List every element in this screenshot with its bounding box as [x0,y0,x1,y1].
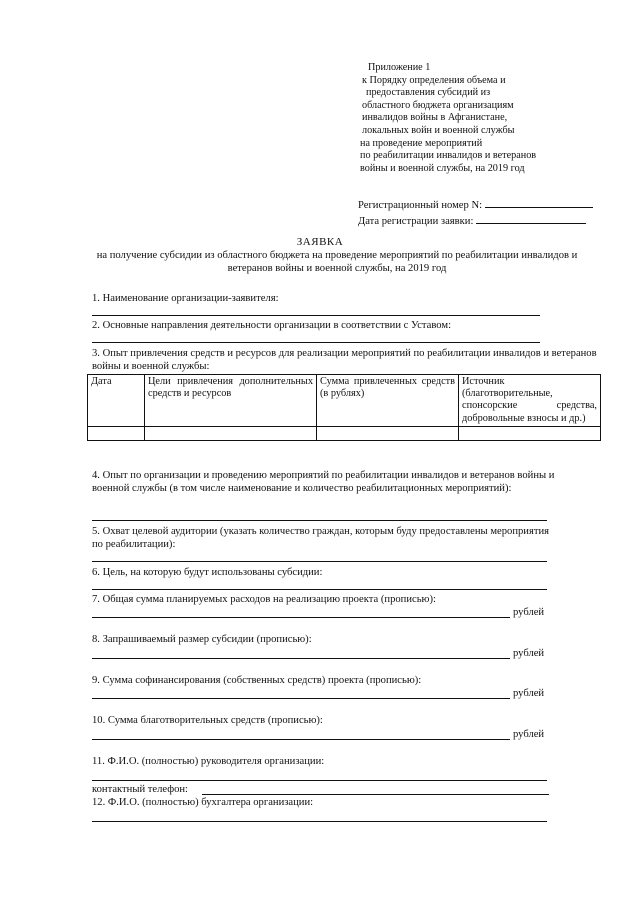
item-10-label: 10. Сумма благотворительных средств (прописью): [92,715,323,726]
appendix-line: на проведение мероприятий [360,137,483,149]
appendix-line: Приложение 1 [368,62,431,73]
item-3-label: 3. Опыт привлечения средств и ресурсов для реализации мероприятий по реабилитации инвалидов и ветеранов войны и военной службы: [92,348,597,372]
currency-label: рублей [513,607,545,618]
appendix-line: войны и военной службы, на 2019 год [360,162,525,174]
appendix-line: областного бюджета организациям [362,99,514,111]
appendix-line: по реабилитации инвалидов и ветеранов [360,150,537,162]
item-11-label: 11. Ф.И.О. (полностью) руководителя организации: [92,756,325,767]
item-12-field[interactable] [92,821,547,822]
item-6-label: 6. Цель, на которую будут использованы субсидии: [92,567,323,578]
appendix-line: локальных войн и военной службы [362,124,515,136]
item-6-field[interactable] [92,589,547,590]
table-cell[interactable] [317,426,459,440]
currency-label: рублей [513,688,545,699]
appendix-line: к Порядку определения объема и [362,74,506,86]
table-cell[interactable] [145,426,317,440]
document-subtitle: на получение субсидии из областного бюджета на проведение мероприятий по реабилитации инвалидов и ветеранов войны и военной службы, на 2019 год [96,250,578,274]
item-2-label: 2. Основные направления деятельности организации в соответствии с Уставом: [92,320,452,331]
table-header-row [88,375,601,427]
currency-label: рублей [513,648,545,659]
contact-phone-field[interactable] [202,794,549,795]
table-header-cell: Источник (благотворительные, спонсорские средства, добровольные взносы и др.) [459,375,601,427]
item-7-label: 7. Общая сумма планируемых расходов на реализацию проекта (прописью): [92,594,436,605]
table-cell[interactable] [459,426,601,440]
item-7-field[interactable] [92,617,510,618]
registration-number-label: Регистрационный номер N: [358,200,483,211]
appendix-note [356,62,616,175]
appendix-line: инвалидов войны в Афганистане, [362,112,508,124]
currency-label: рублей [513,729,545,740]
item-9-amount-row [92,688,552,701]
funding-experience-table [87,374,601,441]
item-9-field[interactable] [92,698,510,699]
item-5-field[interactable] [92,561,547,562]
document-title: ЗАЯВКА [296,236,344,248]
table-header-cell: Дата [88,375,145,427]
item-5-label: 5. Охват целевой аудитории (указать количество граждан, которым буду предоставлены мероприятия по реабилитации): [92,526,549,550]
table-cell[interactable] [88,426,145,440]
table-header-cell: Сумма привлеченных средств (в рублях) [317,375,459,427]
item-10-field[interactable] [92,739,510,740]
item-9-label: 9. Сумма софинансирования (собственных средств) проекта (прописью): [92,675,422,686]
item-1-field[interactable] [92,315,540,316]
registration-block [358,197,593,228]
table-header-cell: Цели привлечения дополнительных средств и ресурсов [145,375,317,427]
item-8-label: 8. Запрашиваемый размер субсидии (прописью): [92,634,312,645]
item-12-label: 12. Ф.И.О. (полностью) бухгалтера организации: [92,797,314,808]
registration-number-field[interactable] [485,197,593,208]
registration-date-field[interactable] [476,213,586,224]
item-10-amount-row [92,729,552,742]
item-4-label: 4. Опыт по организации и проведению мероприятий по реабилитации инвалидов и ветеранов войны и военной службы (в том числе наименование и количество реабилитационных мероприятий): [92,470,555,494]
appendix-line: предоставления субсидий из [366,87,491,99]
item-8-field[interactable] [92,658,510,659]
item-1-label: 1. Наименование организации-заявителя: [92,293,279,304]
contact-phone-label: контактный телефон: [92,784,189,795]
item-11-field[interactable] [92,780,547,781]
table-row [88,426,601,440]
item-2-field[interactable] [92,342,540,343]
item-8-amount-row [92,648,552,661]
item-4-field[interactable] [92,520,547,521]
item-7-amount-row [92,607,552,620]
registration-date-label: Дата регистрации заявки: [358,215,474,227]
